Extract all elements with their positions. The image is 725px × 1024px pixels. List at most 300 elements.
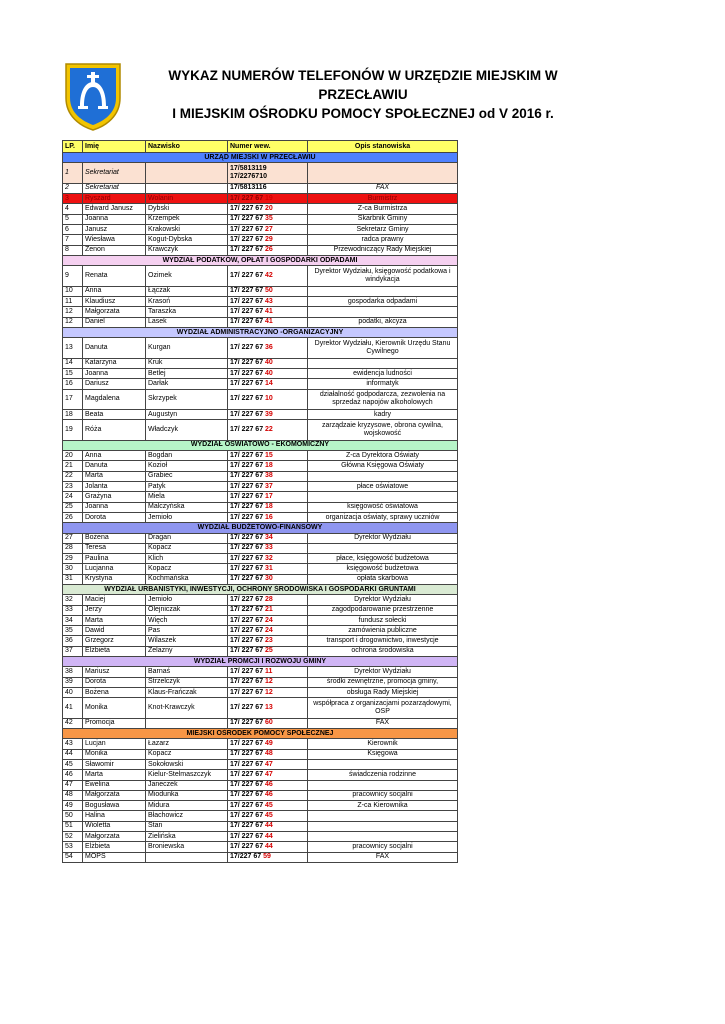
cell-lp: 9 <box>63 266 83 287</box>
phone-prefix: 17/ 227 67 <box>230 318 266 326</box>
cell-nazwisko: Wolanin <box>146 194 228 204</box>
cell-nazwisko: Betlej <box>146 368 228 378</box>
table-row <box>63 646 458 656</box>
cell-numer <box>228 718 308 728</box>
cell-numer <box>228 543 308 553</box>
phone-prefix: 17/ 227 67 <box>230 606 266 614</box>
phone-extension: 40 <box>265 359 273 367</box>
cell-imie: Dariusz <box>83 379 146 389</box>
cell-opis: obsługa Rady Miejskiej <box>308 687 458 697</box>
cell-imie: Grzegorz <box>83 636 146 646</box>
phone-extension: 46 <box>265 781 273 789</box>
table-row <box>63 482 458 492</box>
cell-lp: 14 <box>63 358 83 368</box>
cell-opis: Sekretarz Gminy <box>308 224 458 234</box>
phone-prefix: 17/ 227 67 <box>230 801 266 809</box>
phone-extension: 12 <box>265 688 273 696</box>
phone-extension: 21 <box>265 606 273 614</box>
cell-imie: Krystyna <box>83 574 146 584</box>
cell-opis: Kierownik <box>308 739 458 749</box>
cell-imie: Jerzy <box>83 605 146 615</box>
cell-nazwisko: Krasoń <box>146 296 228 306</box>
cell-lp: 41 <box>63 698 83 719</box>
table-row <box>63 749 458 759</box>
cell-imie: Wioletta <box>83 821 146 831</box>
table-row <box>63 759 458 769</box>
cell-nazwisko: Zielińska <box>146 832 228 842</box>
table-row <box>63 204 458 214</box>
cell-nazwisko: Skrzypek <box>146 389 228 410</box>
cell-numer <box>228 533 308 543</box>
cell-imie: Jolanta <box>83 482 146 492</box>
cell-lp: 51 <box>63 821 83 831</box>
cell-lp: 43 <box>63 739 83 749</box>
table-row <box>63 790 458 800</box>
phone-prefix: 17/ 227 67 <box>230 750 266 758</box>
section-title: URZĄD MIEJSKI W PRZECŁAWIU <box>63 153 458 163</box>
table-row <box>63 780 458 790</box>
phone-number-line: 17/5813119 <box>230 165 267 173</box>
cell-numer <box>228 224 308 234</box>
table-row <box>63 245 458 255</box>
cell-numer <box>228 358 308 368</box>
section-header-row <box>63 585 458 595</box>
table-row <box>63 677 458 687</box>
cell-opis: zagodpodarowanie przestrzenne <box>308 605 458 615</box>
cell-numer <box>228 759 308 769</box>
cell-imie: Ewelina <box>83 780 146 790</box>
table-row <box>63 718 458 728</box>
cell-opis: Księgowa <box>308 749 458 759</box>
cell-nazwisko: Kochmańska <box>146 574 228 584</box>
phone-prefix: 17/ 227 67 <box>230 812 266 820</box>
cell-numer <box>228 410 308 420</box>
cell-imie: Marta <box>83 770 146 780</box>
phone-prefix: 17/ 227 67 <box>230 395 266 403</box>
phone-extension: 32 <box>265 554 273 562</box>
table-row <box>63 811 458 821</box>
cell-opis: zamówienia publiczne <box>308 626 458 636</box>
cell-opis: organizacja oświaty, sprawy uczniów <box>308 512 458 522</box>
cell-opis: informatyk <box>308 379 458 389</box>
phone-extension: 16 <box>265 513 273 521</box>
cell-imie: Bożena <box>83 533 146 543</box>
cell-nazwisko: Taraszka <box>146 307 228 317</box>
cell-numer <box>228 780 308 790</box>
cell-lp: 22 <box>63 471 83 481</box>
table-body <box>63 153 458 863</box>
table-row <box>63 770 458 780</box>
cell-numer <box>228 286 308 296</box>
phone-prefix: 17/ 227 67 <box>230 410 266 418</box>
cell-nazwisko: Dybski <box>146 204 228 214</box>
phone-extension: 15 <box>265 451 273 459</box>
cell-nazwisko: Kozioł <box>146 461 228 471</box>
cell-lp: 8 <box>63 245 83 255</box>
cell-imie: Paulina <box>83 554 146 564</box>
table-row <box>63 667 458 677</box>
table-row <box>63 595 458 605</box>
section-title: WYDZIAŁ PODATKÓW, OPŁAT I GOSPODARKI ODPADAMI <box>63 255 458 265</box>
cell-lp: 34 <box>63 615 83 625</box>
cell-lp: 30 <box>63 564 83 574</box>
cell-lp: 10 <box>63 286 83 296</box>
cell-nazwisko: Kopacz <box>146 564 228 574</box>
cell-imie: Dawid <box>83 626 146 636</box>
phone-extension: 30 <box>265 575 273 583</box>
table-row <box>63 389 458 410</box>
cell-nazwisko: Barnaś <box>146 667 228 677</box>
cell-opis <box>308 307 458 317</box>
phone-prefix: 17/ 227 67 <box>230 462 266 470</box>
cell-lp: 11 <box>63 296 83 306</box>
phone-prefix: 17/ 227 67 <box>230 297 266 305</box>
cell-numer <box>228 163 308 184</box>
section-header-row <box>63 440 458 450</box>
phone-prefix: 17/ 227 67 <box>230 647 266 655</box>
cell-imie: Maciej <box>83 595 146 605</box>
cell-opis: gospodarka odpadami <box>308 296 458 306</box>
table-row <box>63 554 458 564</box>
cell-lp: 50 <box>63 811 83 821</box>
cell-lp: 25 <box>63 502 83 512</box>
cell-numer <box>228 492 308 502</box>
cell-numer <box>228 245 308 255</box>
cell-lp: 24 <box>63 492 83 502</box>
table-row <box>63 163 458 184</box>
cell-numer <box>228 451 308 461</box>
table-row <box>63 410 458 420</box>
cell-lp: 29 <box>63 554 83 564</box>
phone-extension: 60 <box>265 719 273 727</box>
phone-extension: 44 <box>265 832 273 840</box>
cell-imie: Promocja <box>83 718 146 728</box>
cell-opis: FAX <box>308 852 458 862</box>
cell-numer <box>228 235 308 245</box>
table-row <box>63 492 458 502</box>
phone-prefix: 17/ 227 67 <box>230 426 266 434</box>
cell-lp: 38 <box>63 667 83 677</box>
cell-nazwisko: Więch <box>146 615 228 625</box>
table-row <box>63 368 458 378</box>
cell-nazwisko: Kurgan <box>146 338 228 359</box>
table-row <box>63 739 458 749</box>
cell-imie: Danuta <box>83 338 146 359</box>
phone-prefix: 17/ 227 67 <box>230 575 266 583</box>
table-row <box>63 307 458 317</box>
phone-extension: 20 <box>265 205 273 213</box>
cell-numer <box>228 204 308 214</box>
table-row <box>63 842 458 852</box>
table-row <box>63 214 458 224</box>
table-row <box>63 296 458 306</box>
cell-nazwisko: Strzelczyk <box>146 677 228 687</box>
cell-lp: 12 <box>63 307 83 317</box>
cell-nazwisko: Krzempek <box>146 214 228 224</box>
cell-imie: Daniel <box>83 317 146 327</box>
phone-prefix: 17/ 227 67 <box>230 565 266 573</box>
cell-numer <box>228 183 308 193</box>
phone-prefix: 17/ 227 67 <box>230 554 266 562</box>
cell-opis <box>308 543 458 553</box>
phone-extension: 11 <box>265 668 273 676</box>
phone-directory-table <box>62 140 458 863</box>
cell-opis <box>308 780 458 790</box>
cell-nazwisko: Stan <box>146 821 228 831</box>
phone-extension: 37 <box>265 482 273 490</box>
cell-opis: Z-ca Burmistrza <box>308 204 458 214</box>
cell-lp: 40 <box>63 687 83 697</box>
cell-opis: Skarbnik Gminy <box>308 214 458 224</box>
phone-prefix: 17/ 227 67 <box>230 215 266 223</box>
phone-prefix: 17/ 227 67 <box>230 626 266 634</box>
cell-numer <box>228 266 308 287</box>
cell-nazwisko: Władczyk <box>146 420 228 441</box>
phone-extension: 43 <box>265 297 273 305</box>
table-row <box>63 564 458 574</box>
table-row <box>63 317 458 327</box>
cell-nazwisko: Łączak <box>146 286 228 296</box>
table-row <box>63 224 458 234</box>
cell-numer <box>228 194 308 204</box>
section-title: WYDZIAŁ PROMCJI I ROZWOJU GMINY <box>63 657 458 667</box>
cell-nazwisko: Augustyn <box>146 410 228 420</box>
cell-nazwisko: Jemioło <box>146 512 228 522</box>
table-row <box>63 358 458 368</box>
phone-prefix: 17/ 227 67 <box>230 343 266 351</box>
cell-imie: Grażyna <box>83 492 146 502</box>
cell-opis: Dyrektor Wydziału, księgowość podatkowa i windykacja <box>308 266 458 287</box>
cell-imie: Wiesława <box>83 235 146 245</box>
section-header-row <box>63 153 458 163</box>
cell-opis <box>308 821 458 831</box>
cell-imie: Joanna <box>83 368 146 378</box>
cell-imie: Zenon <box>83 245 146 255</box>
cell-lp: 52 <box>63 832 83 842</box>
phone-prefix: 17/ 227 67 <box>230 534 266 542</box>
cell-numer <box>228 317 308 327</box>
cell-nazwisko <box>146 183 228 193</box>
cell-numer <box>228 471 308 481</box>
cell-lp: 3 <box>63 194 83 204</box>
table-row <box>63 451 458 461</box>
title-line-2: I MIEJSKIM OŚRODKU POMOCY SPOŁECZNEJ od V 2016 r. <box>172 106 554 121</box>
cell-nazwisko: Midura <box>146 801 228 811</box>
phone-prefix: 17/ 227 67 <box>230 822 266 830</box>
cell-lp: 47 <box>63 780 83 790</box>
cell-opis: Burmistrz <box>308 194 458 204</box>
cell-opis: FAX <box>308 718 458 728</box>
section-title: WYDZIAŁ OŚWIATOWO - EKOMOMICZNY <box>63 440 458 450</box>
cell-nazwisko: Jemioło <box>146 595 228 605</box>
cell-numer <box>228 482 308 492</box>
cell-imie: Katarzyna <box>83 358 146 368</box>
cell-numer <box>228 811 308 821</box>
cell-numer <box>228 698 308 719</box>
cell-lp: 5 <box>63 214 83 224</box>
cell-imie: Bożena <box>83 687 146 697</box>
cell-imie: Anna <box>83 451 146 461</box>
cell-lp: 20 <box>63 451 83 461</box>
cell-nazwisko: Klaus-Frańczak <box>146 687 228 697</box>
cell-imie: Mariusz <box>83 667 146 677</box>
section-title: WYDZIAŁ URBANISTYKI, INWESTYCJI, OCHRONY ŚRODOWISKA I GOSPODARKI GRUNTAMI <box>63 585 458 595</box>
phone-extension: 12 <box>265 678 273 686</box>
section-header-row <box>63 729 458 739</box>
coat-of-arms-icon <box>62 60 124 132</box>
cell-opis: płace, księgowość budżetowa <box>308 554 458 564</box>
phone-extension: 13 <box>265 704 273 712</box>
cell-nazwisko: Knot-Krawczyk <box>146 698 228 719</box>
phone-extension: 45 <box>265 812 273 820</box>
cell-numer <box>228 296 308 306</box>
cell-opis <box>308 759 458 769</box>
cell-numer <box>228 667 308 677</box>
phone-prefix: 17/ 227 67 <box>230 482 266 490</box>
cell-lp: 27 <box>63 533 83 543</box>
cell-lp: 26 <box>63 512 83 522</box>
cell-lp: 12 <box>63 317 83 327</box>
cell-lp: 45 <box>63 759 83 769</box>
cell-imie: Bogusława <box>83 801 146 811</box>
cell-nazwisko: Klich <box>146 554 228 564</box>
cell-lp: 16 <box>63 379 83 389</box>
phone-prefix: 17/ 227 67 <box>230 760 266 768</box>
table-row <box>63 698 458 719</box>
phone-prefix: 17/ 227 67 <box>230 246 266 254</box>
table-row <box>63 379 458 389</box>
cell-numer <box>228 687 308 697</box>
cell-numer <box>228 338 308 359</box>
phone-extension: 29 <box>265 235 273 243</box>
cell-lp: 48 <box>63 790 83 800</box>
cell-lp: 35 <box>63 626 83 636</box>
cell-opis <box>308 286 458 296</box>
cell-opis <box>308 163 458 184</box>
cell-numer <box>228 852 308 862</box>
cell-lp: 13 <box>63 338 83 359</box>
table-row <box>63 636 458 646</box>
cell-nazwisko: Żelazny <box>146 646 228 656</box>
cell-nazwisko: Kielur-Stelmaszczyk <box>146 770 228 780</box>
cell-numer <box>228 214 308 224</box>
phone-prefix: 17/ 227 67 <box>230 379 266 387</box>
cell-imie: Małgorzata <box>83 832 146 842</box>
cell-imie: Ryszard <box>83 194 146 204</box>
cell-opis: fundusz sołecki <box>308 615 458 625</box>
phone-extension: 10 <box>265 395 273 403</box>
cell-numer <box>228 595 308 605</box>
phone-extension: 47 <box>265 770 273 778</box>
cell-imie: Elżbieta <box>83 842 146 852</box>
phone-prefix: 17/ 227 67 <box>230 235 266 243</box>
phone-extension: 14 <box>265 379 273 387</box>
cell-lp: 37 <box>63 646 83 656</box>
phone-prefix: 17/ 227 67 <box>230 472 266 480</box>
phone-extension: 40 <box>265 369 273 377</box>
cell-numer <box>228 677 308 687</box>
phone-prefix: 17/ 227 67 <box>230 791 266 799</box>
cell-opis: podatki, akcyza <box>308 317 458 327</box>
cell-opis: Dyrektor Wydziału <box>308 595 458 605</box>
cell-opis: kadry <box>308 410 458 420</box>
table-row <box>63 338 458 359</box>
phone-prefix: 17/ 227 67 <box>230 513 266 521</box>
cell-lp: 15 <box>63 368 83 378</box>
cell-lp: 6 <box>63 224 83 234</box>
cell-imie: Halina <box>83 811 146 821</box>
cell-imie: Magdalena <box>83 389 146 410</box>
cell-imie: Elżbieta <box>83 646 146 656</box>
cell-numer <box>228 420 308 441</box>
cell-lp: 21 <box>63 461 83 471</box>
cell-numer <box>228 605 308 615</box>
cell-numer <box>228 636 308 646</box>
table-row <box>63 832 458 842</box>
phone-extension: 39 <box>265 410 273 418</box>
cell-lp: 49 <box>63 801 83 811</box>
column-header-nazwisko: Nazwisko <box>146 141 228 153</box>
cell-opis: Przewodniczący Rady Miejskiej <box>308 245 458 255</box>
cell-imie: Joanna <box>83 502 146 512</box>
cell-nazwisko: Krakowski <box>146 224 228 234</box>
cell-nazwisko: Sokołowski <box>146 759 228 769</box>
table-row <box>63 626 458 636</box>
phone-extension: 47 <box>265 760 273 768</box>
cell-lp: 44 <box>63 749 83 759</box>
cell-nazwisko: Lasek <box>146 317 228 327</box>
cell-opis: świadczenia rodzinne <box>308 770 458 780</box>
phone-extension: 24 <box>265 616 273 624</box>
cell-opis: współpraca z organizacjami pozarządowymi, OSP <box>308 698 458 719</box>
cell-imie: Beata <box>83 410 146 420</box>
phone-extension: 22 <box>265 426 273 434</box>
cell-opis: księgowość oświatowa <box>308 502 458 512</box>
cell-imie: Dorota <box>83 512 146 522</box>
cell-numer <box>228 790 308 800</box>
cell-numer <box>228 512 308 522</box>
phone-prefix: 17/ 227 67 <box>230 637 266 645</box>
phone-number-line: 17/2276710 <box>230 173 267 181</box>
column-header-numer: Numer wew. <box>228 141 308 153</box>
cell-numer <box>228 461 308 471</box>
phone-extension: 33 <box>265 544 273 552</box>
phone-prefix: 17/ 227 67 <box>230 704 266 712</box>
cell-opis: płace oświatowe <box>308 482 458 492</box>
cell-nazwisko: Krawczyk <box>146 245 228 255</box>
cell-opis: Dyrektor Wydziału <box>308 667 458 677</box>
phone-prefix: 17/ 227 67 <box>230 544 266 552</box>
cell-imie: Janusz <box>83 224 146 234</box>
cell-numer <box>228 749 308 759</box>
cell-numer <box>228 564 308 574</box>
section-header-row <box>63 523 458 533</box>
cell-imie: Danuta <box>83 461 146 471</box>
phone-extension: 48 <box>265 750 273 758</box>
cell-opis <box>308 492 458 502</box>
cell-imie: Sekretariat <box>83 183 146 193</box>
cell-opis <box>308 471 458 481</box>
cell-lp: 1 <box>63 163 83 184</box>
phone-prefix: 17/ 227 67 <box>230 503 266 511</box>
table-row <box>63 574 458 584</box>
title-line-1: WYKAZ NUMERÓW TELEFONÓW W URZĘDZIE MIEJSKIM W PRZECŁAWIU <box>168 68 558 102</box>
section-title: MIEJSKI OŚRODEK POMOCY SPOŁECZNEJ <box>63 729 458 739</box>
phone-prefix: 17/ 227 67 <box>230 225 266 233</box>
table-row <box>63 183 458 193</box>
phone-prefix: 17/ 227 67 <box>230 287 266 295</box>
cell-imie: Joanna <box>83 214 146 224</box>
